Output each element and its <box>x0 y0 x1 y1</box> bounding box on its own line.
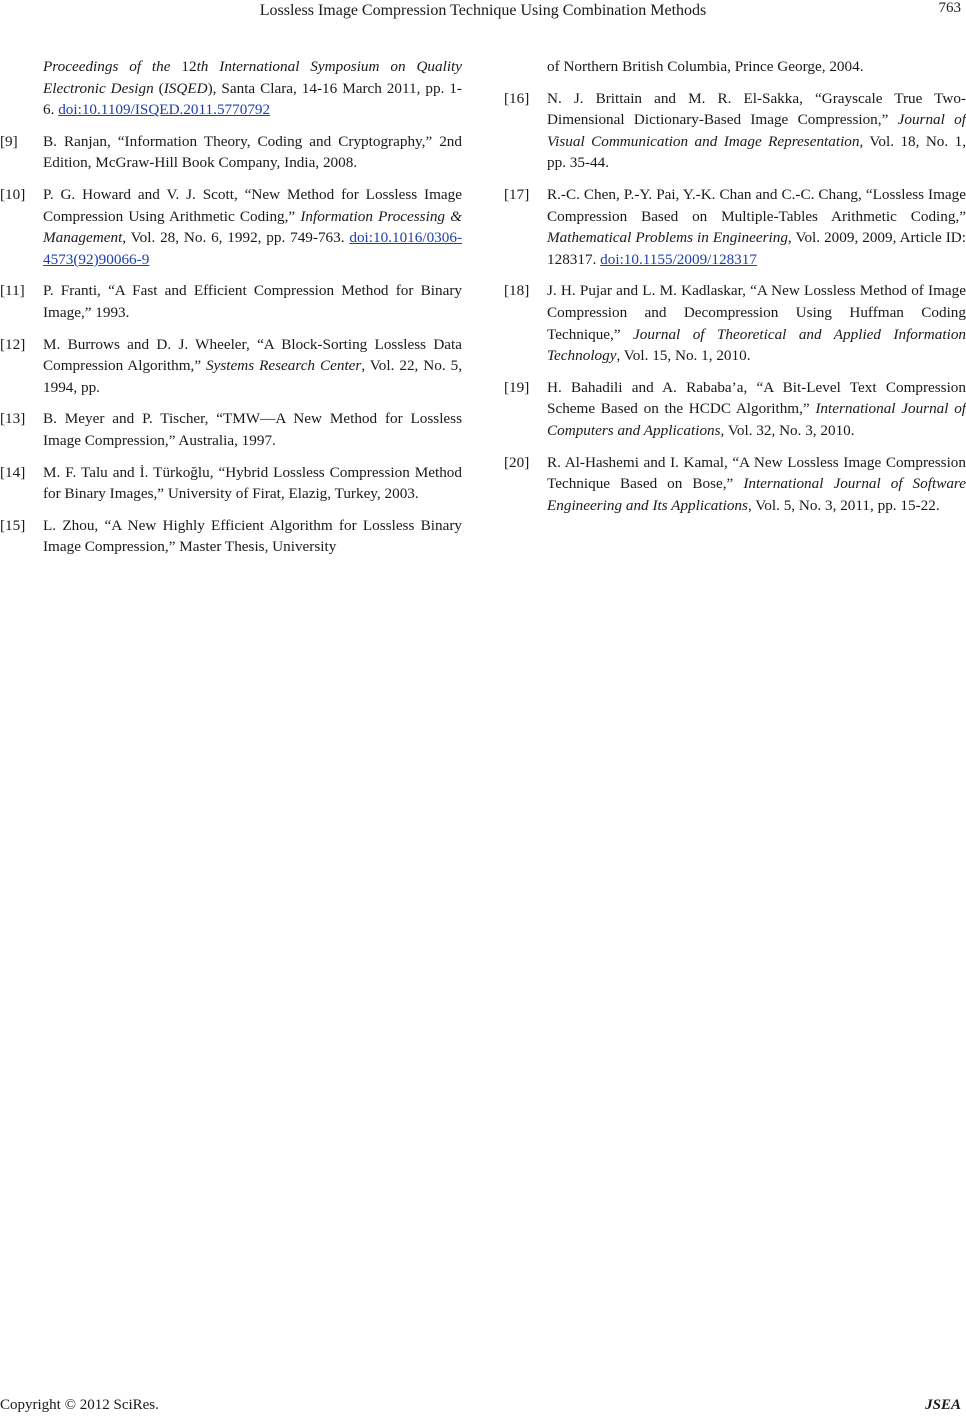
ref-italic: Journal of Visual Communication and Image Representation <box>547 111 966 150</box>
reference-number: [18] <box>504 282 530 300</box>
doi-link[interactable]: doi:10.1155/2009/128317 <box>600 250 757 268</box>
ref-text: , Vol. 22, No. 5, 1994, pp. <box>43 357 463 396</box>
journal-abbreviation: JSEA <box>925 1397 961 1413</box>
reference-12 <box>0 334 462 399</box>
ref-text: R. Al-Hashemi and I. Kamal, “A New Lossless Image Compression Technique Based on Bose,” <box>547 453 966 493</box>
ref-text: , Vol. 15, No. 1, 2010. <box>616 347 751 365</box>
running-header <box>0 0 966 26</box>
doi-link[interactable]: doi:10.1109/ISQED.2011.5770792 <box>58 101 271 119</box>
right-column <box>504 56 966 526</box>
reference-14 <box>0 462 462 505</box>
ref-text: , Vol. 18, No. 1, pp. 35-44. <box>547 132 966 172</box>
reference-number: [16] <box>504 89 530 107</box>
running-title: Lossless Image Compression Technique Using Combination Methods <box>259 2 707 19</box>
reference-16 <box>504 88 966 174</box>
reference-15-continued <box>504 56 966 78</box>
ref-text: 12 <box>170 58 197 75</box>
reference-13 <box>0 408 462 451</box>
reference-text: P. Franti, “A Fast and Efficient Compression Method for Binary Image,” 1993. <box>43 282 462 321</box>
ref-text: H. Bahadili and A. Rababa’a, “A Bit-Level Text Compression Scheme Based on the HCDC Algorithm,” <box>547 378 966 418</box>
ref-text: , Vol. 32, No. 3, 2010. <box>720 421 855 439</box>
ref-italic: International Journal of Software Engineering and Its Applications <box>547 475 966 514</box>
reference-text: B. Meyer and P. Tischer, “TMW—A New Method for Lossless Image Compression,” Australia, 1997. <box>43 410 462 449</box>
reference-19 <box>504 377 966 442</box>
ref-text: P. G. Howard and V. J. Scott, “New Method for Lossless Image Compression Using Arithmetic Coding,” <box>43 185 462 225</box>
reference-number: [17] <box>504 185 530 203</box>
doi-link[interactable]: doi:10.1016/0306-4573(92)90066-9 <box>43 229 462 268</box>
reference-text: M. F. Talu and İ. Türkoğlu, “Hybrid Lossless Compression Method for Binary Images,” University of Firat, Elazig, Turkey, 2003. <box>43 463 462 503</box>
ref-italic: Journal of Theoretical and Applied Information Technology <box>547 325 966 365</box>
reference-8-continued <box>0 56 462 121</box>
ref-text: J. H. Pujar and L. M. Kadlaskar, “A New Lossless Method of Image Compression and Decompression Using Huffman Coding Technique,” <box>547 282 966 343</box>
reference-number: [15] <box>0 516 26 534</box>
reference-number: [12] <box>0 335 26 353</box>
ref-text: M. Burrows and D. J. Wheeler, “A Block-Sorting Lossless Data Compression Algorithm,” <box>43 335 462 375</box>
ref-text: ( <box>153 79 164 97</box>
reference-number: [9] <box>0 132 18 150</box>
reference-number: [13] <box>0 410 26 428</box>
ref-italic: Systems Research Center <box>206 357 362 375</box>
reference-17 <box>504 184 966 270</box>
reference-text: B. Ranjan, “Information Theory, Coding and Cryptography,” 2nd Edition, McGraw-Hill Book Company, India, 2008. <box>43 132 462 172</box>
reference-number: [19] <box>504 378 530 396</box>
ref-italic: th International Symposium on Quality Electronic Design <box>43 58 463 97</box>
reference-text: L. Zhou, “A New Highly Efficient Algorithm for Lossless Binary Image Compression,” Master Thesis, University <box>43 516 462 556</box>
ref-text: , Vol. 28, No. 6, 1992, pp. 749-763. <box>122 229 350 247</box>
reference-11 <box>0 280 462 323</box>
reference-18 <box>504 280 966 366</box>
left-column <box>0 56 462 568</box>
page-footer <box>0 1392 966 1416</box>
reference-text: of Northern British Columbia, Prince George, 2004. <box>547 58 864 75</box>
ref-italic: International Journal of Computers and Applications <box>547 400 966 439</box>
page-number: 763 <box>938 0 961 16</box>
ref-text: , Vol. 5, No. 3, 2011, pp. 15-22. <box>747 496 940 514</box>
ref-italic: Mathematical Problems in Engineering <box>547 229 788 247</box>
ref-italic: Proceedings of the <box>43 58 171 75</box>
reference-10 <box>0 184 462 270</box>
ref-italic: Information Processing & Management <box>43 207 462 247</box>
reference-number: [20] <box>504 453 530 471</box>
ref-text: R.-C. Chen, P.-Y. Pai, Y.-K. Chan and C.-C. Chang, “Lossless Image Compression Based on Multiple-Tables Arithmetic Coding,” <box>547 185 966 225</box>
copyright-notice: Copyright © 2012 SciRes. <box>0 1397 159 1413</box>
ref-text: N. J. Brittain and M. R. El-Sakka, “Grayscale True Two-Dimensional Dictionary-Based Image Compression,” <box>547 89 966 129</box>
reference-number: [10] <box>0 185 26 203</box>
reference-9 <box>0 131 462 174</box>
reference-number: [11] <box>0 282 25 300</box>
ref-text: , Vol. 2009, 2009, Article ID: 128317. <box>547 229 966 268</box>
reference-15 <box>0 515 462 558</box>
ref-text: ), Santa Clara, 14-16 March 2011, pp. 1-6. <box>43 79 462 119</box>
reference-20 <box>504 452 966 517</box>
ref-italic: ISQED <box>163 79 208 97</box>
reference-number: [14] <box>0 463 26 481</box>
